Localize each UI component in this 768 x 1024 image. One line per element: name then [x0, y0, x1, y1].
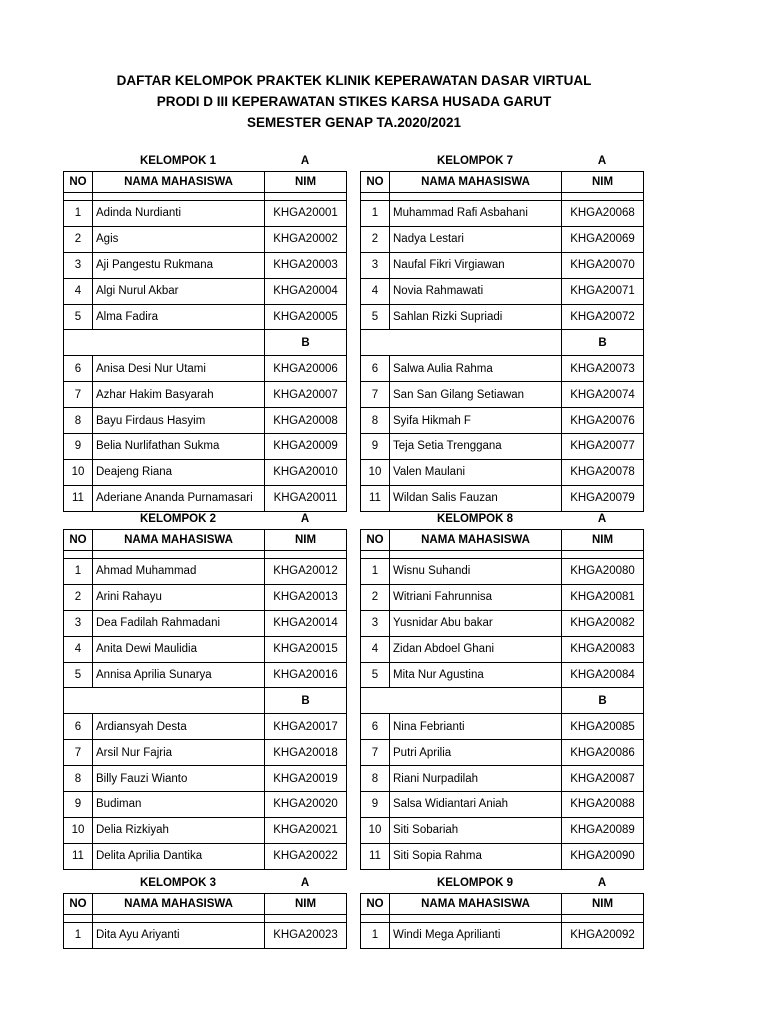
table-header-row — [361, 894, 644, 915]
student-nim: KHGA20012 — [265, 559, 347, 585]
row-number: 5 — [64, 662, 93, 688]
table-row — [64, 356, 347, 382]
table-header-row — [361, 172, 644, 193]
row-number: 6 — [361, 356, 390, 382]
row-number: 10 — [361, 817, 390, 843]
row-number: 8 — [64, 408, 93, 434]
table-row — [361, 459, 644, 485]
spacer-cell — [265, 915, 347, 923]
row-number: 1 — [64, 923, 93, 949]
row-number: 2 — [361, 226, 390, 252]
student-name: Aderiane Ananda Purnamasari — [93, 485, 265, 511]
table-row — [64, 923, 347, 949]
student-nim: KHGA20021 — [265, 817, 347, 843]
column-header-name: NAMA MAHASISWA — [93, 894, 265, 915]
student-table-right — [360, 529, 644, 870]
student-name: Annisa Aprilia Sunarya — [93, 662, 265, 688]
student-name: Belia Nurlifathan Sukma — [93, 434, 265, 460]
student-name: Sahlan Rizki Supriadi — [390, 304, 562, 330]
row-number: 2 — [361, 584, 390, 610]
table-header-row — [64, 530, 347, 551]
group-title: KELOMPOK 2 — [139, 513, 217, 525]
subgroup-label: A — [597, 877, 607, 889]
table-row — [361, 408, 644, 434]
row-number: 11 — [361, 843, 390, 869]
student-name: Salsa Widiantari Aniah — [390, 792, 562, 818]
title-line-3: SEMESTER GENAP TA.2020/2021 — [246, 115, 462, 130]
table-row — [64, 252, 347, 278]
subgroup-row — [361, 688, 644, 714]
column-header-nim: NIM — [562, 172, 644, 193]
table-row — [64, 817, 347, 843]
document-title — [0, 70, 708, 133]
table-row — [64, 408, 347, 434]
student-name: Nina Febrianti — [390, 714, 562, 740]
student-table-left — [63, 893, 347, 949]
row-number: 8 — [361, 766, 390, 792]
student-nim: KHGA20071 — [562, 278, 644, 304]
spacer-row — [361, 551, 644, 559]
student-name: Syifa Hikmah F — [390, 408, 562, 434]
group-title: KELOMPOK 8 — [436, 513, 514, 525]
student-nim: KHGA20001 — [265, 201, 347, 227]
row-number: 3 — [64, 252, 93, 278]
student-nim: KHGA20023 — [265, 923, 347, 949]
student-table-right — [360, 893, 644, 949]
student-nim: KHGA20080 — [562, 559, 644, 585]
student-nim: KHGA20083 — [562, 636, 644, 662]
table-row — [64, 843, 347, 869]
column-header-no: NO — [361, 894, 390, 915]
subgroup-row — [361, 330, 644, 356]
group-header-right — [360, 153, 643, 171]
group-header-left — [63, 153, 346, 171]
student-name: Zidan Abdoel Ghani — [390, 636, 562, 662]
table-row — [64, 382, 347, 408]
row-number: 5 — [361, 662, 390, 688]
student-nim: KHGA20089 — [562, 817, 644, 843]
title-line-1: DAFTAR KELOMPOK PRAKTEK KLINIK KEPERAWATAN DASAR VIRTUAL — [116, 73, 592, 88]
student-name: Arini Rahayu — [93, 584, 265, 610]
row-number: 9 — [64, 792, 93, 818]
table-row — [361, 584, 644, 610]
subgroup-label: B — [265, 688, 347, 714]
table-row — [361, 714, 644, 740]
row-number: 10 — [64, 459, 93, 485]
table-row — [64, 610, 347, 636]
table-row — [361, 278, 644, 304]
column-header-name: NAMA MAHASISWA — [93, 172, 265, 193]
student-name: Naufal Fikri Virgiawan — [390, 252, 562, 278]
group-header-left — [63, 875, 346, 893]
table-row — [64, 278, 347, 304]
subgroup-label: A — [300, 155, 310, 167]
student-table-left — [63, 171, 347, 512]
student-nim: KHGA20005 — [265, 304, 347, 330]
subgroup-empty-cell — [361, 330, 562, 356]
student-name: Muhammad Rafi Asbahani — [390, 201, 562, 227]
row-number: 4 — [361, 636, 390, 662]
spacer-cell — [265, 551, 347, 559]
table-row — [64, 766, 347, 792]
student-nim: KHGA20013 — [265, 584, 347, 610]
row-number: 2 — [64, 226, 93, 252]
student-name: Witriani Fahrunnisa — [390, 584, 562, 610]
student-nim: KHGA20082 — [562, 610, 644, 636]
row-number: 4 — [361, 278, 390, 304]
student-nim: KHGA20085 — [562, 714, 644, 740]
student-nim: KHGA20008 — [265, 408, 347, 434]
student-nim: KHGA20003 — [265, 252, 347, 278]
student-table-left — [63, 529, 347, 870]
student-name: Azhar Hakim Basyarah — [93, 382, 265, 408]
student-name: Adinda Nurdianti — [93, 201, 265, 227]
spacer-cell — [562, 915, 644, 923]
student-nim: KHGA20018 — [265, 740, 347, 766]
row-number: 10 — [64, 817, 93, 843]
student-name: Algi Nurul Akbar — [93, 278, 265, 304]
subgroup-label: A — [300, 513, 310, 525]
group-header-left — [63, 511, 346, 529]
column-header-no: NO — [64, 530, 93, 551]
student-name: Aji Pangestu Rukmana — [93, 252, 265, 278]
student-nim: KHGA20068 — [562, 201, 644, 227]
row-number: 2 — [64, 584, 93, 610]
row-number: 3 — [64, 610, 93, 636]
student-nim: KHGA20070 — [562, 252, 644, 278]
subgroup-label: A — [300, 877, 310, 889]
spacer-cell — [361, 193, 390, 201]
table-header-row — [64, 172, 347, 193]
student-nim: KHGA20069 — [562, 226, 644, 252]
table-row — [361, 201, 644, 227]
student-name: Ahmad Muhammad — [93, 559, 265, 585]
student-name: Wildan Salis Fauzan — [390, 485, 562, 511]
student-nim: KHGA20006 — [265, 356, 347, 382]
table-row — [361, 766, 644, 792]
student-name: Delia Rizkiyah — [93, 817, 265, 843]
subgroup-row — [64, 688, 347, 714]
student-name: Yusnidar Abu bakar — [390, 610, 562, 636]
student-nim: KHGA20076 — [562, 408, 644, 434]
subgroup-empty-cell — [64, 688, 265, 714]
column-header-name: NAMA MAHASISWA — [390, 530, 562, 551]
subgroup-empty-cell — [64, 330, 265, 356]
table-header-row — [64, 894, 347, 915]
row-number: 1 — [361, 201, 390, 227]
table-row — [64, 714, 347, 740]
row-number: 10 — [361, 459, 390, 485]
spacer-row — [361, 193, 644, 201]
row-number: 3 — [361, 610, 390, 636]
table-row — [64, 459, 347, 485]
student-name: Alma Fadira — [93, 304, 265, 330]
student-nim: KHGA20016 — [265, 662, 347, 688]
spacer-cell — [390, 193, 562, 201]
table-row — [64, 662, 347, 688]
row-number: 1 — [64, 559, 93, 585]
spacer-row — [64, 193, 347, 201]
student-name: Riani Nurpadilah — [390, 766, 562, 792]
spacer-row — [64, 551, 347, 559]
column-header-nim: NIM — [562, 894, 644, 915]
row-number: 11 — [64, 843, 93, 869]
row-number: 9 — [361, 792, 390, 818]
student-name: Putri Aprilia — [390, 740, 562, 766]
student-name: Delita Aprilia Dantika — [93, 843, 265, 869]
student-name: Mita Nur Agustina — [390, 662, 562, 688]
student-nim: KHGA20004 — [265, 278, 347, 304]
column-header-name: NAMA MAHASISWA — [390, 894, 562, 915]
table-row — [361, 662, 644, 688]
subgroup-row — [64, 330, 347, 356]
title-line-2: PRODI D III KEPERAWATAN STIKES KARSA HUSADA GARUT — [156, 94, 552, 109]
subgroup-label: A — [597, 513, 607, 525]
table-row — [361, 843, 644, 869]
student-nim: KHGA20020 — [265, 792, 347, 818]
student-name: Anisa Desi Nur Utami — [93, 356, 265, 382]
spacer-cell — [562, 551, 644, 559]
column-header-no: NO — [361, 172, 390, 193]
spacer-cell — [390, 551, 562, 559]
student-nim: KHGA20072 — [562, 304, 644, 330]
column-header-nim: NIM — [562, 530, 644, 551]
group-title: KELOMPOK 1 — [139, 155, 217, 167]
subgroup-label: B — [562, 330, 644, 356]
table-row — [361, 559, 644, 585]
row-number: 9 — [361, 434, 390, 460]
column-header-nim: NIM — [265, 530, 347, 551]
row-number: 6 — [64, 356, 93, 382]
spacer-cell — [361, 915, 390, 923]
table-row — [361, 434, 644, 460]
table-row — [64, 434, 347, 460]
student-nim: KHGA20088 — [562, 792, 644, 818]
table-row — [361, 923, 644, 949]
student-name: Siti Sobariah — [390, 817, 562, 843]
student-name: Windi Mega Aprilianti — [390, 923, 562, 949]
spacer-cell — [64, 915, 93, 923]
spacer-row — [64, 915, 347, 923]
table-row — [361, 226, 644, 252]
table-row — [361, 304, 644, 330]
row-number: 6 — [64, 714, 93, 740]
column-header-name: NAMA MAHASISWA — [93, 530, 265, 551]
student-name: Dea Fadilah Rahmadani — [93, 610, 265, 636]
spacer-cell — [265, 193, 347, 201]
table-row — [64, 304, 347, 330]
student-nim: KHGA20022 — [265, 843, 347, 869]
subgroup-label: B — [265, 330, 347, 356]
row-number: 5 — [64, 304, 93, 330]
spacer-cell — [361, 551, 390, 559]
table-row — [64, 584, 347, 610]
row-number: 7 — [64, 382, 93, 408]
group-header-right — [360, 875, 643, 893]
row-number: 8 — [64, 766, 93, 792]
student-nim: KHGA20009 — [265, 434, 347, 460]
group-title: KELOMPOK 7 — [436, 155, 514, 167]
table-row — [64, 226, 347, 252]
group-title: KELOMPOK 9 — [436, 877, 514, 889]
student-name: Siti Sopia Rahma — [390, 843, 562, 869]
student-name: Ardiansyah Desta — [93, 714, 265, 740]
student-nim: KHGA20007 — [265, 382, 347, 408]
spacer-row — [361, 915, 644, 923]
spacer-cell — [64, 193, 93, 201]
row-number: 6 — [361, 714, 390, 740]
spacer-cell — [64, 551, 93, 559]
student-nim: KHGA20019 — [265, 766, 347, 792]
column-header-nim: NIM — [265, 894, 347, 915]
student-nim: KHGA20011 — [265, 485, 347, 511]
column-header-no: NO — [64, 894, 93, 915]
table-row — [64, 740, 347, 766]
table-row — [361, 740, 644, 766]
table-row — [361, 252, 644, 278]
student-name: Bayu Firdaus Hasyim — [93, 408, 265, 434]
student-nim: KHGA20017 — [265, 714, 347, 740]
student-name: Novia Rahmawati — [390, 278, 562, 304]
table-header-row — [361, 530, 644, 551]
student-name: Valen Maulani — [390, 459, 562, 485]
student-nim: KHGA20002 — [265, 226, 347, 252]
spacer-cell — [93, 915, 265, 923]
group-title: KELOMPOK 3 — [139, 877, 217, 889]
student-nim: KHGA20090 — [562, 843, 644, 869]
table-row — [361, 817, 644, 843]
subgroup-empty-cell — [361, 688, 562, 714]
student-nim: KHGA20084 — [562, 662, 644, 688]
spacer-cell — [390, 915, 562, 923]
subgroup-label: B — [562, 688, 644, 714]
row-number: 7 — [64, 740, 93, 766]
student-table-right — [360, 171, 644, 512]
row-number: 8 — [361, 408, 390, 434]
student-nim: KHGA20077 — [562, 434, 644, 460]
row-number: 11 — [64, 485, 93, 511]
student-nim: KHGA20081 — [562, 584, 644, 610]
student-nim: KHGA20087 — [562, 766, 644, 792]
student-nim: KHGA20079 — [562, 485, 644, 511]
row-number: 11 — [361, 485, 390, 511]
row-number: 1 — [64, 201, 93, 227]
student-name: Agis — [93, 226, 265, 252]
row-number: 4 — [64, 636, 93, 662]
group-header-right — [360, 511, 643, 529]
spacer-cell — [93, 551, 265, 559]
table-row — [361, 382, 644, 408]
column-header-nim: NIM — [265, 172, 347, 193]
student-nim: KHGA20010 — [265, 459, 347, 485]
table-row — [64, 792, 347, 818]
table-row — [361, 636, 644, 662]
table-row — [64, 559, 347, 585]
student-name: Anita Dewi Maulidia — [93, 636, 265, 662]
table-row — [361, 356, 644, 382]
student-nim: KHGA20014 — [265, 610, 347, 636]
row-number: 1 — [361, 559, 390, 585]
column-header-no: NO — [64, 172, 93, 193]
column-header-no: NO — [361, 530, 390, 551]
row-number: 7 — [361, 382, 390, 408]
student-nim: KHGA20086 — [562, 740, 644, 766]
column-header-name: NAMA MAHASISWA — [390, 172, 562, 193]
student-name: Deajeng Riana — [93, 459, 265, 485]
table-row — [64, 636, 347, 662]
row-number: 3 — [361, 252, 390, 278]
spacer-cell — [93, 193, 265, 201]
student-name: Budiman — [93, 792, 265, 818]
student-nim: KHGA20074 — [562, 382, 644, 408]
student-name: Dita Ayu Ariyanti — [93, 923, 265, 949]
table-row — [361, 610, 644, 636]
row-number: 1 — [361, 923, 390, 949]
table-row — [361, 792, 644, 818]
table-row — [64, 201, 347, 227]
student-nim: KHGA20015 — [265, 636, 347, 662]
spacer-cell — [562, 193, 644, 201]
row-number: 4 — [64, 278, 93, 304]
student-nim: KHGA20073 — [562, 356, 644, 382]
student-nim: KHGA20092 — [562, 923, 644, 949]
table-row — [361, 485, 644, 511]
student-name: Wisnu Suhandi — [390, 559, 562, 585]
row-number: 5 — [361, 304, 390, 330]
student-nim: KHGA20078 — [562, 459, 644, 485]
table-row — [64, 485, 347, 511]
student-name: Teja Setia Trenggana — [390, 434, 562, 460]
student-name: San San Gilang Setiawan — [390, 382, 562, 408]
student-name: Billy Fauzi Wianto — [93, 766, 265, 792]
subgroup-label: A — [597, 155, 607, 167]
student-name: Nadya Lestari — [390, 226, 562, 252]
student-name: Salwa Aulia Rahma — [390, 356, 562, 382]
row-number: 7 — [361, 740, 390, 766]
row-number: 9 — [64, 434, 93, 460]
student-name: Arsil Nur Fajria — [93, 740, 265, 766]
